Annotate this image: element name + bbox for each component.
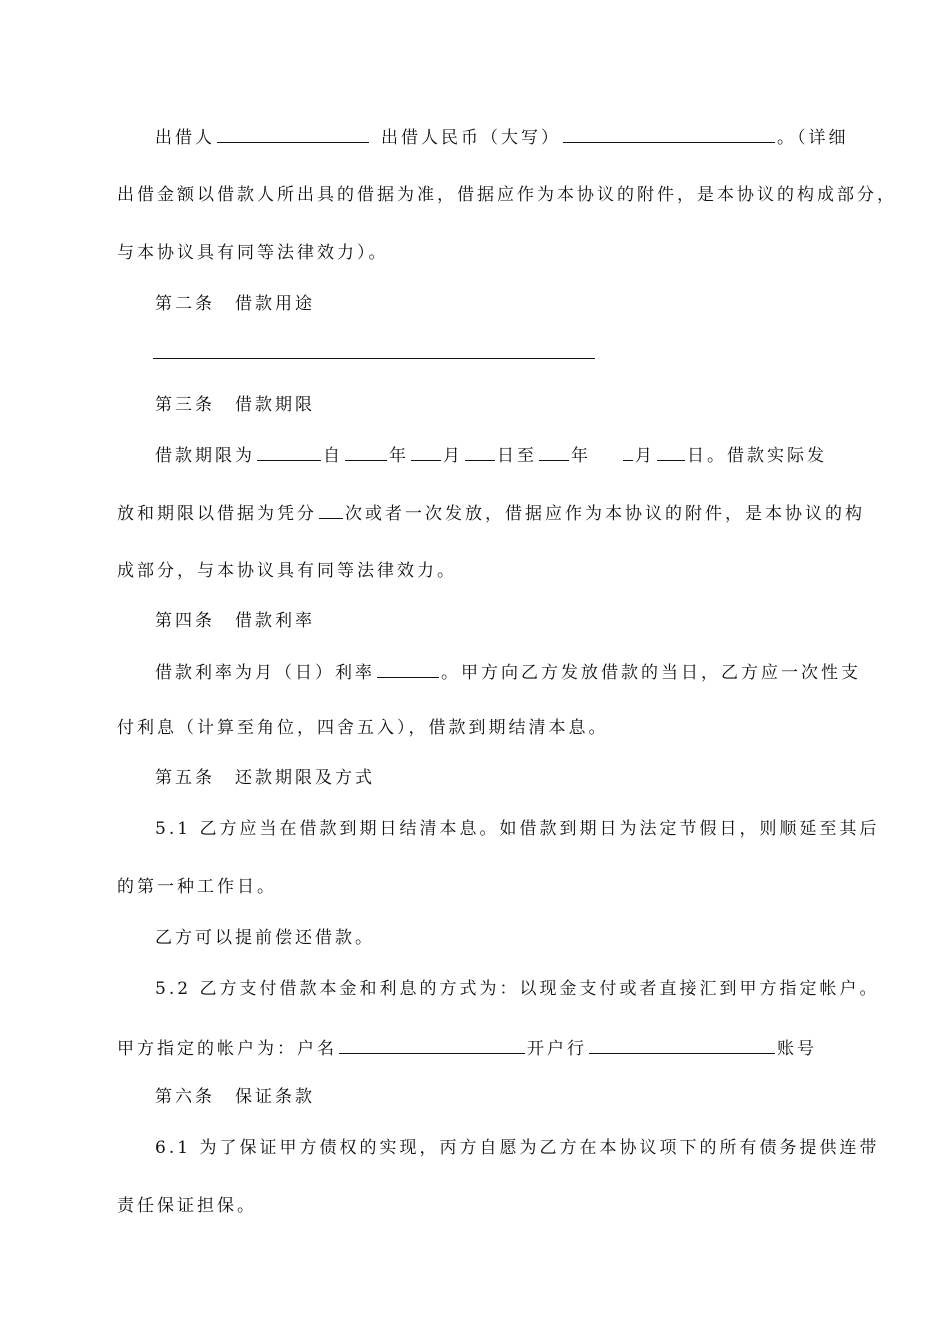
paragraph-line: 成部分，与本协议具有同等法律效力。 xyxy=(117,561,457,581)
clause-6-1: 6.1 为了保证甲方债权的实现，丙方自愿为乙方在本协议项下的所有债务提供连带 xyxy=(155,1138,880,1158)
term-blank[interactable] xyxy=(257,442,321,461)
account-text: 账号 xyxy=(777,1039,817,1059)
lender-amount-line xyxy=(155,124,849,150)
interest-text: 借款利率为月（日）利率 xyxy=(155,663,375,683)
term-text: 年 xyxy=(389,446,409,466)
loan-term-line-2 xyxy=(117,500,865,526)
term-text: 年 xyxy=(571,446,591,466)
start-day-blank[interactable] xyxy=(465,442,495,461)
term-text: 月 xyxy=(635,446,655,466)
term-text: 放和期限以借据为凭分 xyxy=(117,504,317,524)
start-year-blank[interactable] xyxy=(345,442,387,461)
loan-purpose-blank[interactable] xyxy=(153,358,595,359)
paragraph-line: 付利息（计算至角位，四舍五入），借款到期结清本息。 xyxy=(117,718,609,738)
paragraph-line: 出借金额以借款人所出具的借据为准，借据应作为本协议的附件，是本协议的构成部分， xyxy=(117,185,897,205)
article-3-heading: 第三条 借款期限 xyxy=(155,395,315,415)
clause-5-2: 5.2 乙方支付借款本金和利息的方式为：以现金支付或者直接汇到甲方指定帐户。 xyxy=(155,979,880,999)
prepayment-line: 乙方可以提前偿还借款。 xyxy=(155,928,375,948)
article-6-heading: 第六条 保证条款 xyxy=(155,1087,315,1107)
account-line xyxy=(117,1035,817,1061)
account-text: 甲方指定的帐户为：户名 xyxy=(117,1039,337,1059)
term-text: 日。借款实际发 xyxy=(687,446,827,466)
account-text: 开户行 xyxy=(527,1039,587,1059)
clause-5-1: 5.1 乙方应当在借款到期日结清本息。如借款到期日为法定节假日，则顺延至其后 xyxy=(155,819,880,839)
amount-words-blank[interactable] xyxy=(563,124,775,143)
paragraph-line: 责任保证担保。 xyxy=(117,1196,257,1216)
term-text: 月 xyxy=(443,446,463,466)
end-year-blank[interactable] xyxy=(539,442,569,461)
interest-line xyxy=(155,659,861,685)
term-text: 次或者一次发放，借据应作为本协议的附件，是本协议的构 xyxy=(345,504,865,524)
article-5-heading: 第五条 还款期限及方式 xyxy=(155,768,375,788)
term-text: 日至 xyxy=(497,446,537,466)
interest-rate-blank[interactable] xyxy=(377,659,439,678)
interest-text: 。甲方向乙方发放借款的当日，乙方应一次性支 xyxy=(441,663,861,683)
paragraph-line: 与本协议具有同等法律效力）。 xyxy=(117,243,389,263)
term-text: 借款期限为 xyxy=(155,446,255,466)
paragraph-line: 的第一种工作日。 xyxy=(117,877,277,897)
amount-label: 出借人民币（大写） xyxy=(381,128,561,148)
loan-term-line xyxy=(155,442,827,468)
end-month-blank[interactable] xyxy=(623,442,633,461)
lender-label: 出借人 xyxy=(155,128,215,148)
start-month-blank[interactable] xyxy=(411,442,441,461)
installments-blank[interactable] xyxy=(319,500,343,519)
term-text: 自 xyxy=(323,446,343,466)
article-4-heading: 第四条 借款利率 xyxy=(155,611,315,631)
account-name-blank[interactable] xyxy=(339,1035,525,1054)
article-2-heading: 第二条 借款用途 xyxy=(155,294,315,314)
end-day-blank[interactable] xyxy=(657,442,685,461)
lender-name-blank[interactable] xyxy=(217,124,369,143)
detail-start: 。（详细 xyxy=(777,128,849,148)
bank-blank[interactable] xyxy=(589,1035,775,1054)
